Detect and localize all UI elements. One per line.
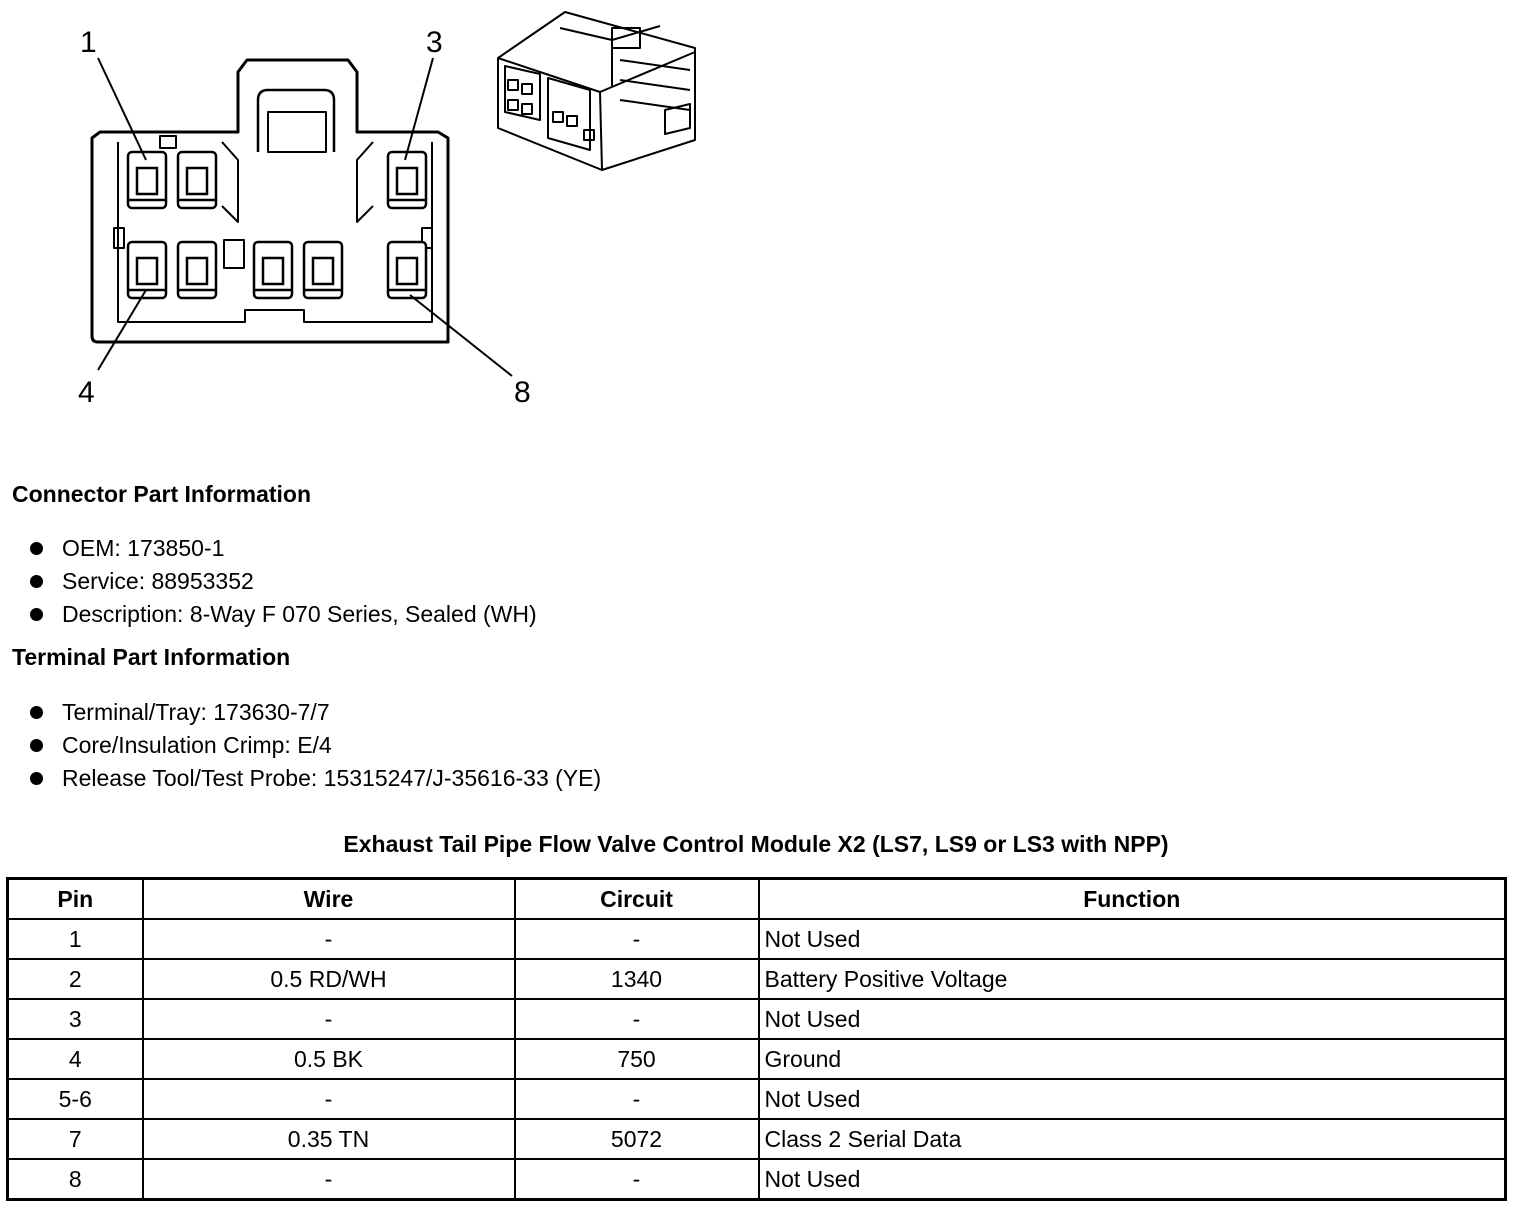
circuit-cell: 1340: [515, 959, 759, 999]
list-item: Service: 88953352: [28, 565, 537, 598]
terminal-cavity-3: [388, 152, 426, 208]
column-header-function: Function: [759, 879, 1506, 920]
polarizing-key: [224, 240, 244, 268]
wire-cell: -: [143, 1159, 515, 1200]
bullet-icon: [30, 739, 43, 752]
table-row: [8, 1159, 1506, 1200]
callout-label-4: 4: [78, 376, 95, 409]
table-row: [8, 1079, 1506, 1119]
callout-leader-8: [410, 295, 512, 376]
function-cell: Not Used: [759, 1159, 1506, 1200]
column-header-pin: Pin: [8, 879, 143, 920]
connector-latch: [258, 90, 334, 152]
callout-label-1: 1: [80, 26, 97, 59]
list-item: OEM: 173850-1: [28, 532, 537, 565]
terminal-part-info-list: [28, 696, 601, 795]
callout-leader-3: [405, 58, 433, 160]
table-header-row: [8, 879, 1506, 920]
bullet-icon: [30, 706, 43, 719]
circuit-cell: 750: [515, 1039, 759, 1079]
wire-cell: 0.35 TN: [143, 1119, 515, 1159]
function-cell: Not Used: [759, 999, 1506, 1039]
table-caption: Exhaust Tail Pipe Flow Valve Control Module X2 (LS7, LS9 or LS3 with NPP): [343, 831, 1169, 857]
table-row: [8, 919, 1506, 959]
pin-cell: 1: [8, 919, 143, 959]
column-header-circuit: Circuit: [515, 879, 759, 920]
callout-leader-4: [98, 290, 146, 370]
circuit-cell: -: [515, 1159, 759, 1200]
connector-diagram: [0, 0, 720, 420]
bullet-icon: [30, 772, 43, 785]
circuit-cell: -: [515, 919, 759, 959]
table-row: [8, 999, 1506, 1039]
callout-leader-1: [98, 58, 146, 160]
list-item: Release Tool/Test Probe: 15315247/J-35616-33 (YE): [28, 762, 601, 795]
table-row: [8, 1119, 1506, 1159]
callout-label-3: 3: [426, 26, 443, 59]
terminal-cavity-6: [254, 242, 292, 298]
wire-cell: 0.5 BK: [143, 1039, 515, 1079]
terminal-cavity-5: [178, 242, 216, 298]
wire-cell: -: [143, 919, 515, 959]
function-cell: Battery Positive Voltage: [759, 959, 1506, 999]
connector-part-info-heading: Connector Part Information: [12, 481, 312, 507]
pin-cell: 4: [8, 1039, 143, 1079]
wire-cell: -: [143, 999, 515, 1039]
list-item: Terminal/Tray: 173630-7/7: [28, 696, 601, 729]
list-item: Core/Insulation Crimp: E/4: [28, 729, 601, 762]
wire-cell: -: [143, 1079, 515, 1119]
connector-isometric-view: [498, 12, 695, 170]
terminal-cavity-8: [388, 242, 426, 298]
pinout-table: [6, 877, 1507, 1201]
latch-window: [268, 112, 326, 152]
terminal-cavity-2: [178, 152, 216, 208]
function-cell: Not Used: [759, 1079, 1506, 1119]
bullet-icon: [30, 608, 43, 621]
pin-cell: 8: [8, 1159, 143, 1200]
circuit-cell: 5072: [515, 1119, 759, 1159]
terminal-part-info-heading: Terminal Part Information: [12, 644, 291, 670]
pin-cell: 3: [8, 999, 143, 1039]
list-item: Description: 8-Way F 070 Series, Sealed (WH): [28, 598, 537, 631]
callout-label-8: 8: [514, 376, 531, 409]
connector-part-info-list: [28, 532, 537, 631]
function-cell: Class 2 Serial Data: [759, 1119, 1506, 1159]
terminal-cavity-7: [304, 242, 342, 298]
table-row: [8, 959, 1506, 999]
function-cell: Ground: [759, 1039, 1506, 1079]
table-row: [8, 1039, 1506, 1079]
bullet-icon: [30, 575, 43, 588]
pin-cell: 2: [8, 959, 143, 999]
pin-cell: 7: [8, 1119, 143, 1159]
terminal-cavity-4: [128, 242, 166, 298]
pin-cell: 5-6: [8, 1079, 143, 1119]
circuit-cell: -: [515, 999, 759, 1039]
wire-cell: 0.5 RD/WH: [143, 959, 515, 999]
function-cell: Not Used: [759, 919, 1506, 959]
terminal-cavity-1: [128, 152, 166, 208]
circuit-cell: -: [515, 1079, 759, 1119]
column-header-wire: Wire: [143, 879, 515, 920]
bullet-icon: [30, 542, 43, 555]
